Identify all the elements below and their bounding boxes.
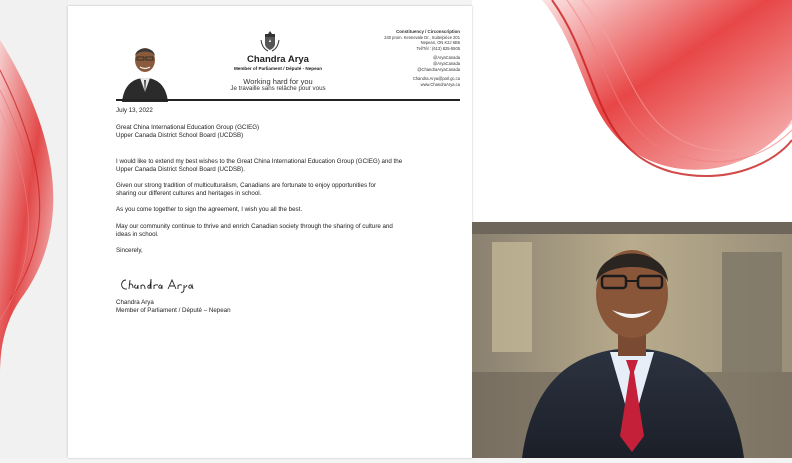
paragraph-3: As you come together to sign the agreement, I wish you all the best. — [116, 206, 303, 214]
letter-date: July 13, 2022 — [116, 107, 153, 114]
portrait-photo — [472, 222, 792, 458]
address-line-1: 240 prom. Kennevale Dr., Suite/pièce 201 — [384, 34, 460, 40]
paragraph-1-line-2: Upper Canada District School Board (UCDSB). — [116, 165, 245, 173]
right-background-panel — [472, 0, 792, 222]
red-wave-left-decoration — [0, 0, 68, 458]
letter-document — [68, 6, 472, 458]
canada-coat-of-arms-icon — [260, 30, 280, 52]
letterhead-name: Chandra Arya — [247, 54, 309, 65]
letterhead-slogan-english: Working hard for you — [243, 77, 313, 86]
letterhead-contact-block — [340, 29, 460, 87]
red-wave-right-decoration — [472, 0, 792, 222]
letterhead-role: Member of Parliament / Député - Nepean — [233, 66, 323, 71]
handwritten-signature — [118, 276, 208, 299]
letterhead-slogan-french: Je travaille sans relâche pour vous — [230, 85, 326, 92]
recipient-line-2: Upper Canada District School Board (UCDSB) — [116, 132, 244, 140]
letterhead-divider — [116, 99, 460, 101]
paragraph-4-line-2: ideas in school. — [116, 230, 159, 238]
address-line-2: Nepean, ON K2J 6B6 — [420, 40, 460, 46]
signature-name: Chandra Arya — [116, 299, 154, 307]
phone-number: Tel/Tél : (613) 825-5505 — [416, 45, 460, 51]
social-handle-twitter: @AryaCanada — [433, 55, 460, 61]
closing: Sincerely, — [116, 247, 143, 255]
paragraph-2-line-2: sharing our different cultures and heritages in school. — [116, 190, 262, 198]
social-handle-instagram: @AryaCanada — [433, 60, 460, 66]
social-handle-facebook: @ChandraAryaCanada — [417, 66, 460, 72]
website-url: www.ChandraArya.ca — [420, 81, 460, 87]
paragraph-2-line-1: Given our strong tradition of multiculturalism, Canadians are fortunate to enjoy opportunities for — [116, 182, 377, 190]
recipient-line-1: Great China International Education Group (GCIEG) — [116, 124, 260, 132]
left-background-panel — [0, 0, 68, 458]
paragraph-4-line-1: May our community continue to thrive and enrich Canadian society through the sharing of culture and — [116, 222, 393, 230]
signature-title: Member of Parliament / Député – Nepean — [116, 307, 231, 315]
paragraph-1-line-1: I would like to extend my best wishes to the Great China International Education Group (GCIEG) and the — [116, 157, 403, 165]
email-address: Chandra.Arya@parl.gc.ca — [412, 76, 460, 82]
letterhead-portrait — [116, 36, 174, 102]
office-heading: Constituency / Circonscription — [396, 29, 460, 34]
